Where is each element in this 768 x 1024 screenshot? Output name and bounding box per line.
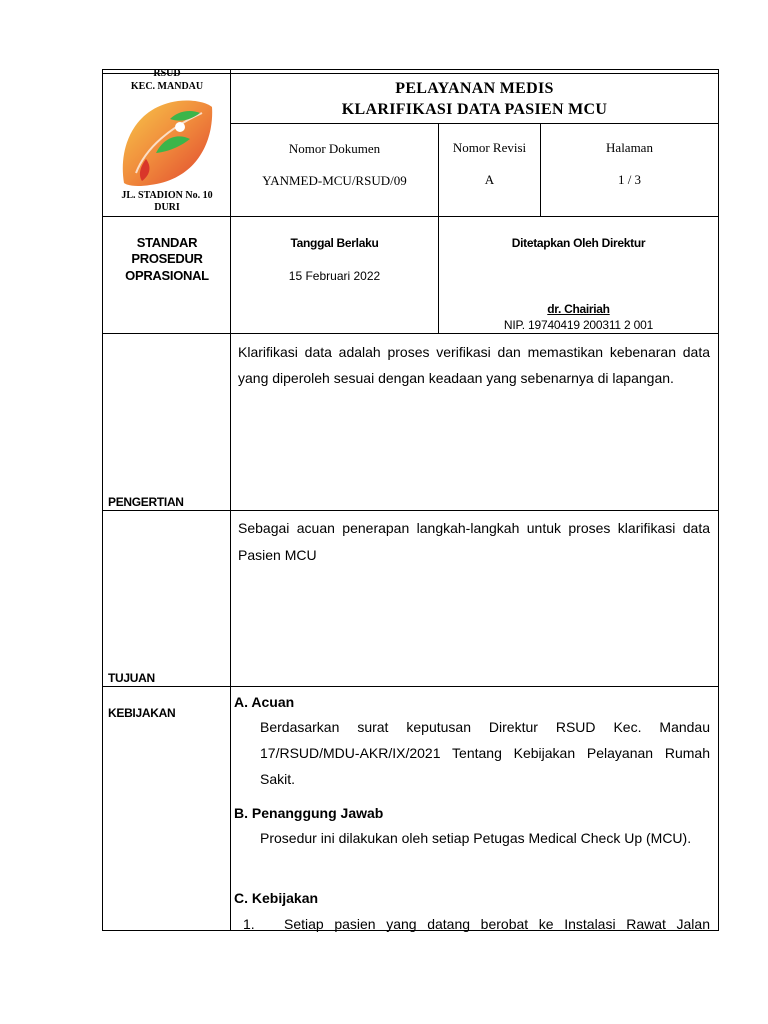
effective-date-value: 15 Februari 2022 <box>288 269 381 283</box>
page-value: 1 / 3 <box>617 172 642 187</box>
approved-by-label: Ditetapkan Oleh Direktur <box>511 236 646 250</box>
pengertian-text: Klarifikasi data adalah proses verifikasi dan memastikan kebenaran data yang diperoleh sesuai dengan keadaan yang sebenarnya di lapangan. <box>238 344 710 386</box>
tujuan-text: Sebagai acuan penerapan langkah-langkah untuk proses klarifikasi data Pasien MCU <box>238 520 710 563</box>
revision-label: Nomor Revisi <box>452 140 527 155</box>
acuan-heading: A. Acuan <box>234 694 295 710</box>
page-label: Halaman <box>606 140 653 155</box>
kebijakan-heading: C. Kebijakan <box>234 890 319 906</box>
tujuan-label: TUJUAN <box>108 671 155 685</box>
sop-label-line1: STANDAR <box>136 235 198 250</box>
sop-label-line3: OPRASIONAL <box>125 268 209 283</box>
document-title-line2: KLARIFIKASI DATA PASIEN MCU <box>341 101 608 118</box>
address-line1: JL. STADION No. 10 <box>121 190 213 201</box>
doc-number-label: Nomor Dokumen <box>288 141 381 156</box>
penanggung-jawab-text: Prosedur ini dilakukan oleh setiap Petugas Medical Check Up (MCU). <box>260 830 692 846</box>
director-nip: NIP. 19740419 200311 2 001 <box>503 318 654 332</box>
org-name-line1: RSUD <box>153 68 181 79</box>
kebijakan-item1-text: Setiap pasien yang datang berobat ke Instalasi Rawat Jalan <box>284 916 710 932</box>
acuan-text: Berdasarkan surat keputusan Direktur RSUD Kec. Mandau 17/RSUD/MDU-AKR/IX/2021 Tentang Kebijakan Pelayanan Rumah Sakit. <box>260 719 710 787</box>
effective-date-label: Tanggal Berlaku <box>290 236 379 250</box>
sop-label-line2: PROSEDUR <box>131 251 203 266</box>
director-name: dr. Chairiah <box>547 302 610 316</box>
kebijakan-label: KEBIJAKAN <box>108 706 176 720</box>
doc-number-value: YANMED-MCU/RSUD/09 <box>262 173 407 188</box>
pengertian-label: PENGERTIAN <box>108 495 184 509</box>
hospital-logo <box>116 97 216 189</box>
revision-value: A <box>484 172 495 187</box>
org-name-line2: KEC. MANDAU <box>130 81 204 92</box>
kebijakan-item1-number: 1. <box>243 916 255 932</box>
penanggung-jawab-heading: B. Penanggung Jawab <box>234 805 384 821</box>
address-line2: DURI <box>154 202 180 213</box>
document-title-line1: PELAYANAN MEDIS <box>395 80 554 97</box>
